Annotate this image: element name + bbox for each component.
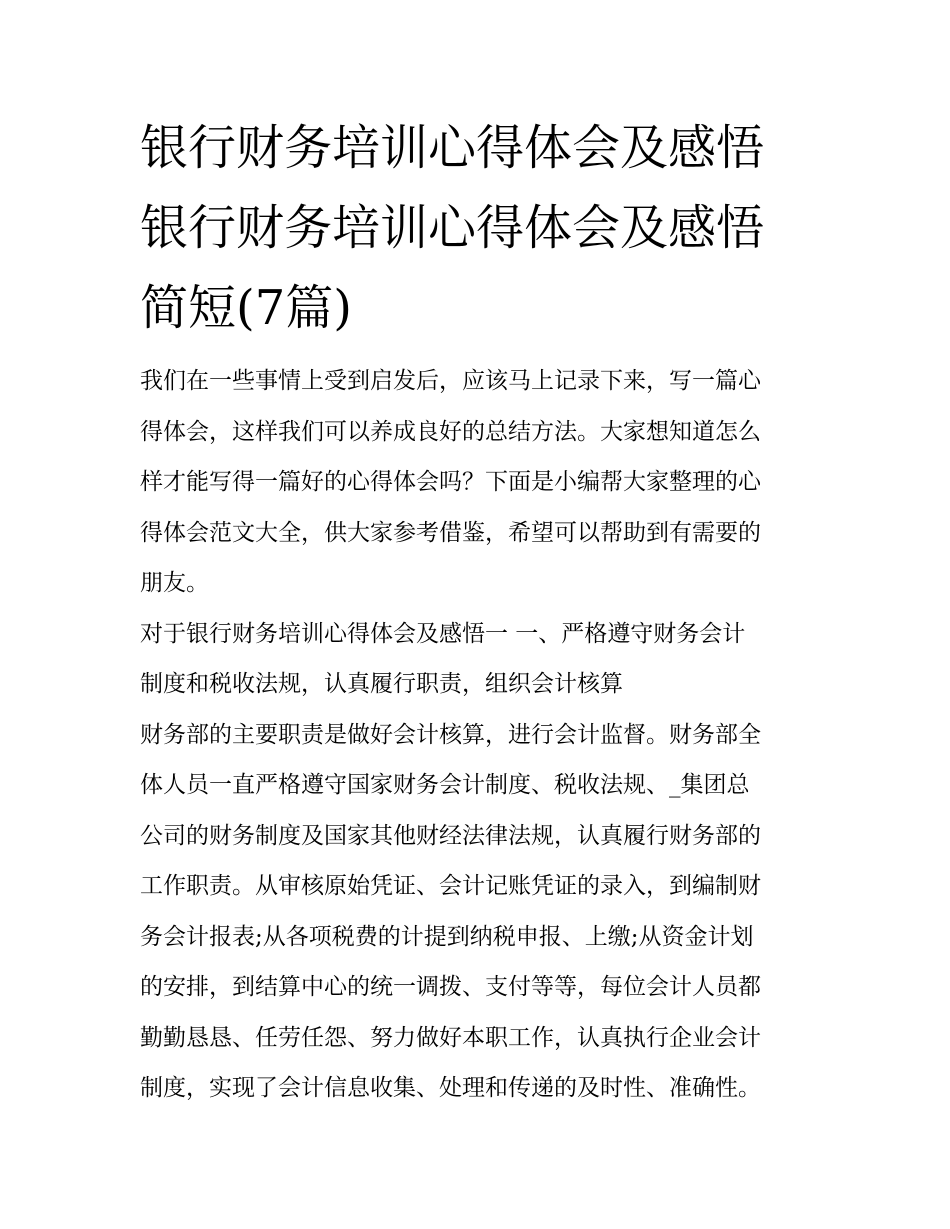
paragraph-line: 勤勤恳恳、任劳任怨、努力做好本职工作，认真执行企业会计 (140, 1024, 761, 1051)
title-line: 银行财务培训心得体会及感悟 (140, 200, 765, 256)
paragraph-line: 我们在一些事情上受到启发后，应该马上记录下来，写一篇心 (140, 368, 761, 394)
paragraph-line: 财务部的主要职责是做好会计核算，进行会计监督。财务部全 (140, 721, 761, 748)
paragraph-line: 公司的财务制度及国家其他财经法律法规，认真履行财务部的 (140, 822, 761, 849)
title-line: 银行财务培训心得体会及感悟 (140, 120, 765, 176)
paragraph-line: 务会计报表;从各项税费的计提到纳税申报、上缴;从资金计划 (140, 923, 754, 950)
paragraph-line: 工作职责。从审核原始凭证、会计记账凭证的录入，到编制财 (140, 873, 761, 899)
paragraph-line: 制度，实现了会计信息收集、处理和传递的及时性、准确性。 (140, 1075, 761, 1101)
paragraph-line: 体人员一直严格遵守国家财务会计制度、税收法规、_集团总 (140, 772, 750, 798)
paragraph-line: 得体会范文大全，供大家参考借鉴，希望可以帮助到有需要的 (140, 519, 761, 546)
document-body (140, 108, 820, 1114)
paragraph-line: 制度和税收法规，认真履行职责，组织会计核算 (140, 671, 623, 697)
paragraph-line: 样才能写得一篇好的心得体会吗？下面是小编帮大家整理的心 (140, 469, 761, 495)
intro-paragraph (140, 356, 820, 609)
document-title (140, 108, 820, 348)
paragraph-line: 对于银行财务培训心得体会及感悟一 一、严格遵守财务会计 (140, 620, 746, 647)
body-paragraph (140, 710, 820, 1114)
paragraph-line: 得体会，这样我们可以养成良好的总结方法。大家想知道怎么 (140, 418, 761, 445)
paragraph-line: 的安排，到结算中心的统一调拨、支付等等，每位会计人员都 (140, 974, 761, 1000)
title-line: 简短(7篇) (140, 280, 352, 336)
section-heading-paragraph (140, 609, 820, 710)
paragraph-line: 朋友。 (140, 570, 209, 596)
